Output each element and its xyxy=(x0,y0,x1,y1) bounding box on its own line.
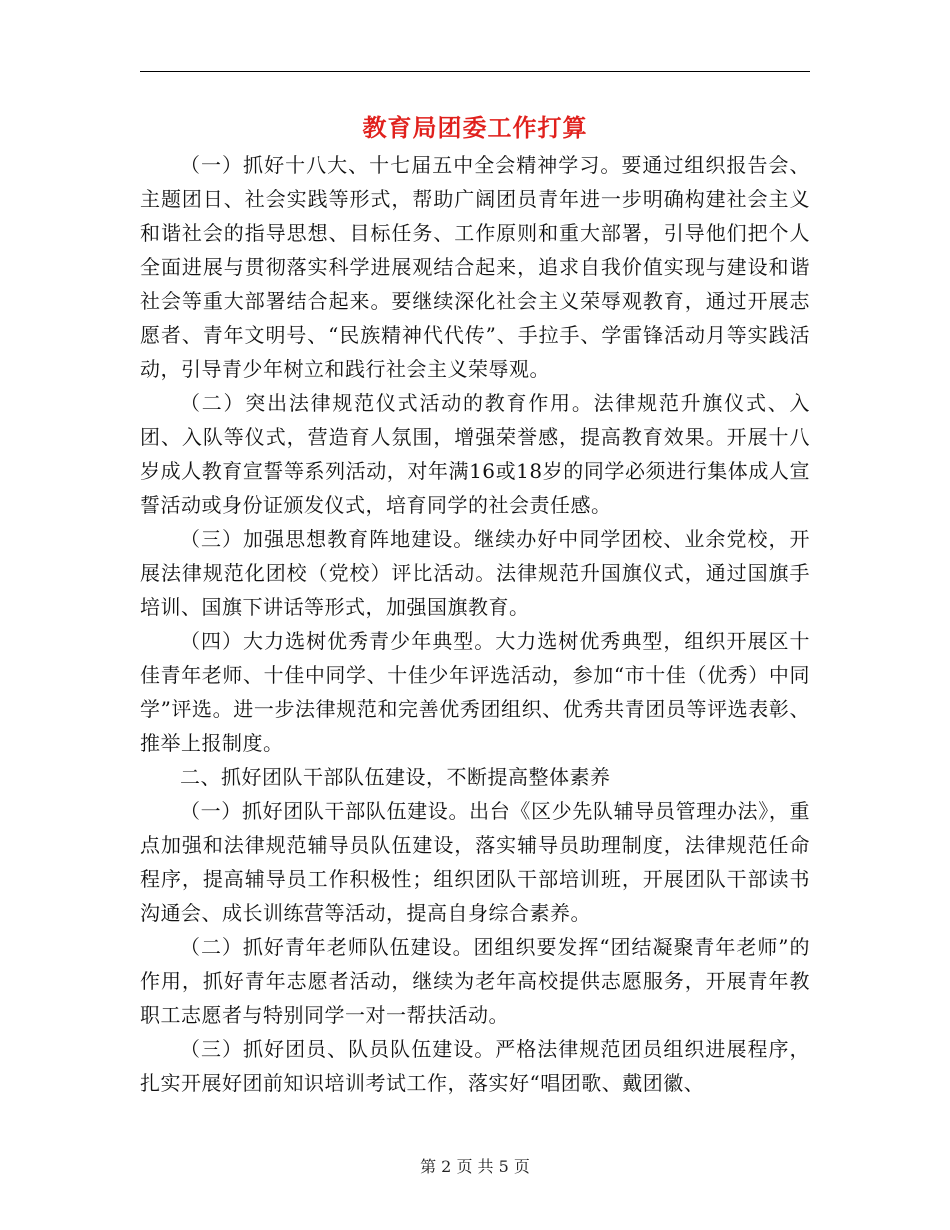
page-number: 第 2 页 共 5 页 xyxy=(420,1157,530,1176)
document-title: 教育局团委工作打算 xyxy=(362,114,588,142)
paragraph-cadre-team: （一）抓好团队干部队伍建设。出台《区少先队辅导员管理办法》，重点加强和法律规范辅导员队伍建设，落实辅导员助理制度，法律规范任命程序，提高辅导员工作积极性；组织团队干部培训班，开展团队干部读书沟通会、成长训练营等活动，提高自身综合素养。 xyxy=(140,799,810,925)
section-heading-team-building: 二、抓好团队干部队伍建设，不断提高整体素养 xyxy=(180,765,611,789)
paragraph-education-base: （三）加强思想教育阵地建设。继续办好中同学团校、业余党校，开展法律规范化团校（党校）评比活动。法律规范升国旗仪式，通过国旗手培训、国旗下讲话等形式，加强国旗教育。 xyxy=(140,527,810,619)
paragraph-ceremony-activities: （二）突出法律规范仪式活动的教育作用。法律规范升旗仪式、入团、入队等仪式，营造育人氛围，增强荣誉感，提高教育效果。开展十八岁成人教育宣誓等系列活动，对年满16或18岁的同学必须进行集体成人宣誓活动或身份证颁发仪式，培育同学的社会责任感。 xyxy=(140,391,810,517)
paragraph-members-team: （三）抓好团员、队员队伍建设。严格法律规范团员组织进展程序，扎实开展好团前知识培训考试工作，落实好“唱团歌、戴团徽、 xyxy=(140,1037,810,1095)
document-body xyxy=(140,148,810,1100)
header-rule xyxy=(140,71,810,72)
paragraph-model-youth: （四）大力选树优秀青少年典型。大力选树优秀典型，组织开展区十佳青年老师、十佳中同学、十佳少年评选活动，参加“市十佳（优秀）中同学”评选。进一步法律规范和完善优秀团组织、优秀共青团员等评选表彰、推举上报制度。 xyxy=(140,629,810,755)
paragraph-theory-study: （一）抓好十八大、十七届五中全会精神学习。要通过组织报告会、主题团日、社会实践等形式，帮助广阔团员青年进一步明确构建社会主义和谐社会的指导思想、目标任务、工作原则和重大部署，引导他们把个人全面进展与贯彻落实科学进展观结合起来，追求自我价值实现与建设和谐社会等重大部署结合起来。要继续深化社会主义荣辱观教育，通过开展志愿者、青年文明号、“民族精神代代传”、手拉手、学雷锋活动月等实践活动，引导青少年树立和践行社会主义荣辱观。 xyxy=(140,153,810,381)
paragraph-young-teachers: （二）抓好青年老师队伍建设。团组织要发挥“团结凝聚青年老师”的作用，抓好青年志愿者活动，继续为老年高校提供志愿服务，开展青年教职工志愿者与特别同学一对一帮扶活动。 xyxy=(140,935,810,1027)
